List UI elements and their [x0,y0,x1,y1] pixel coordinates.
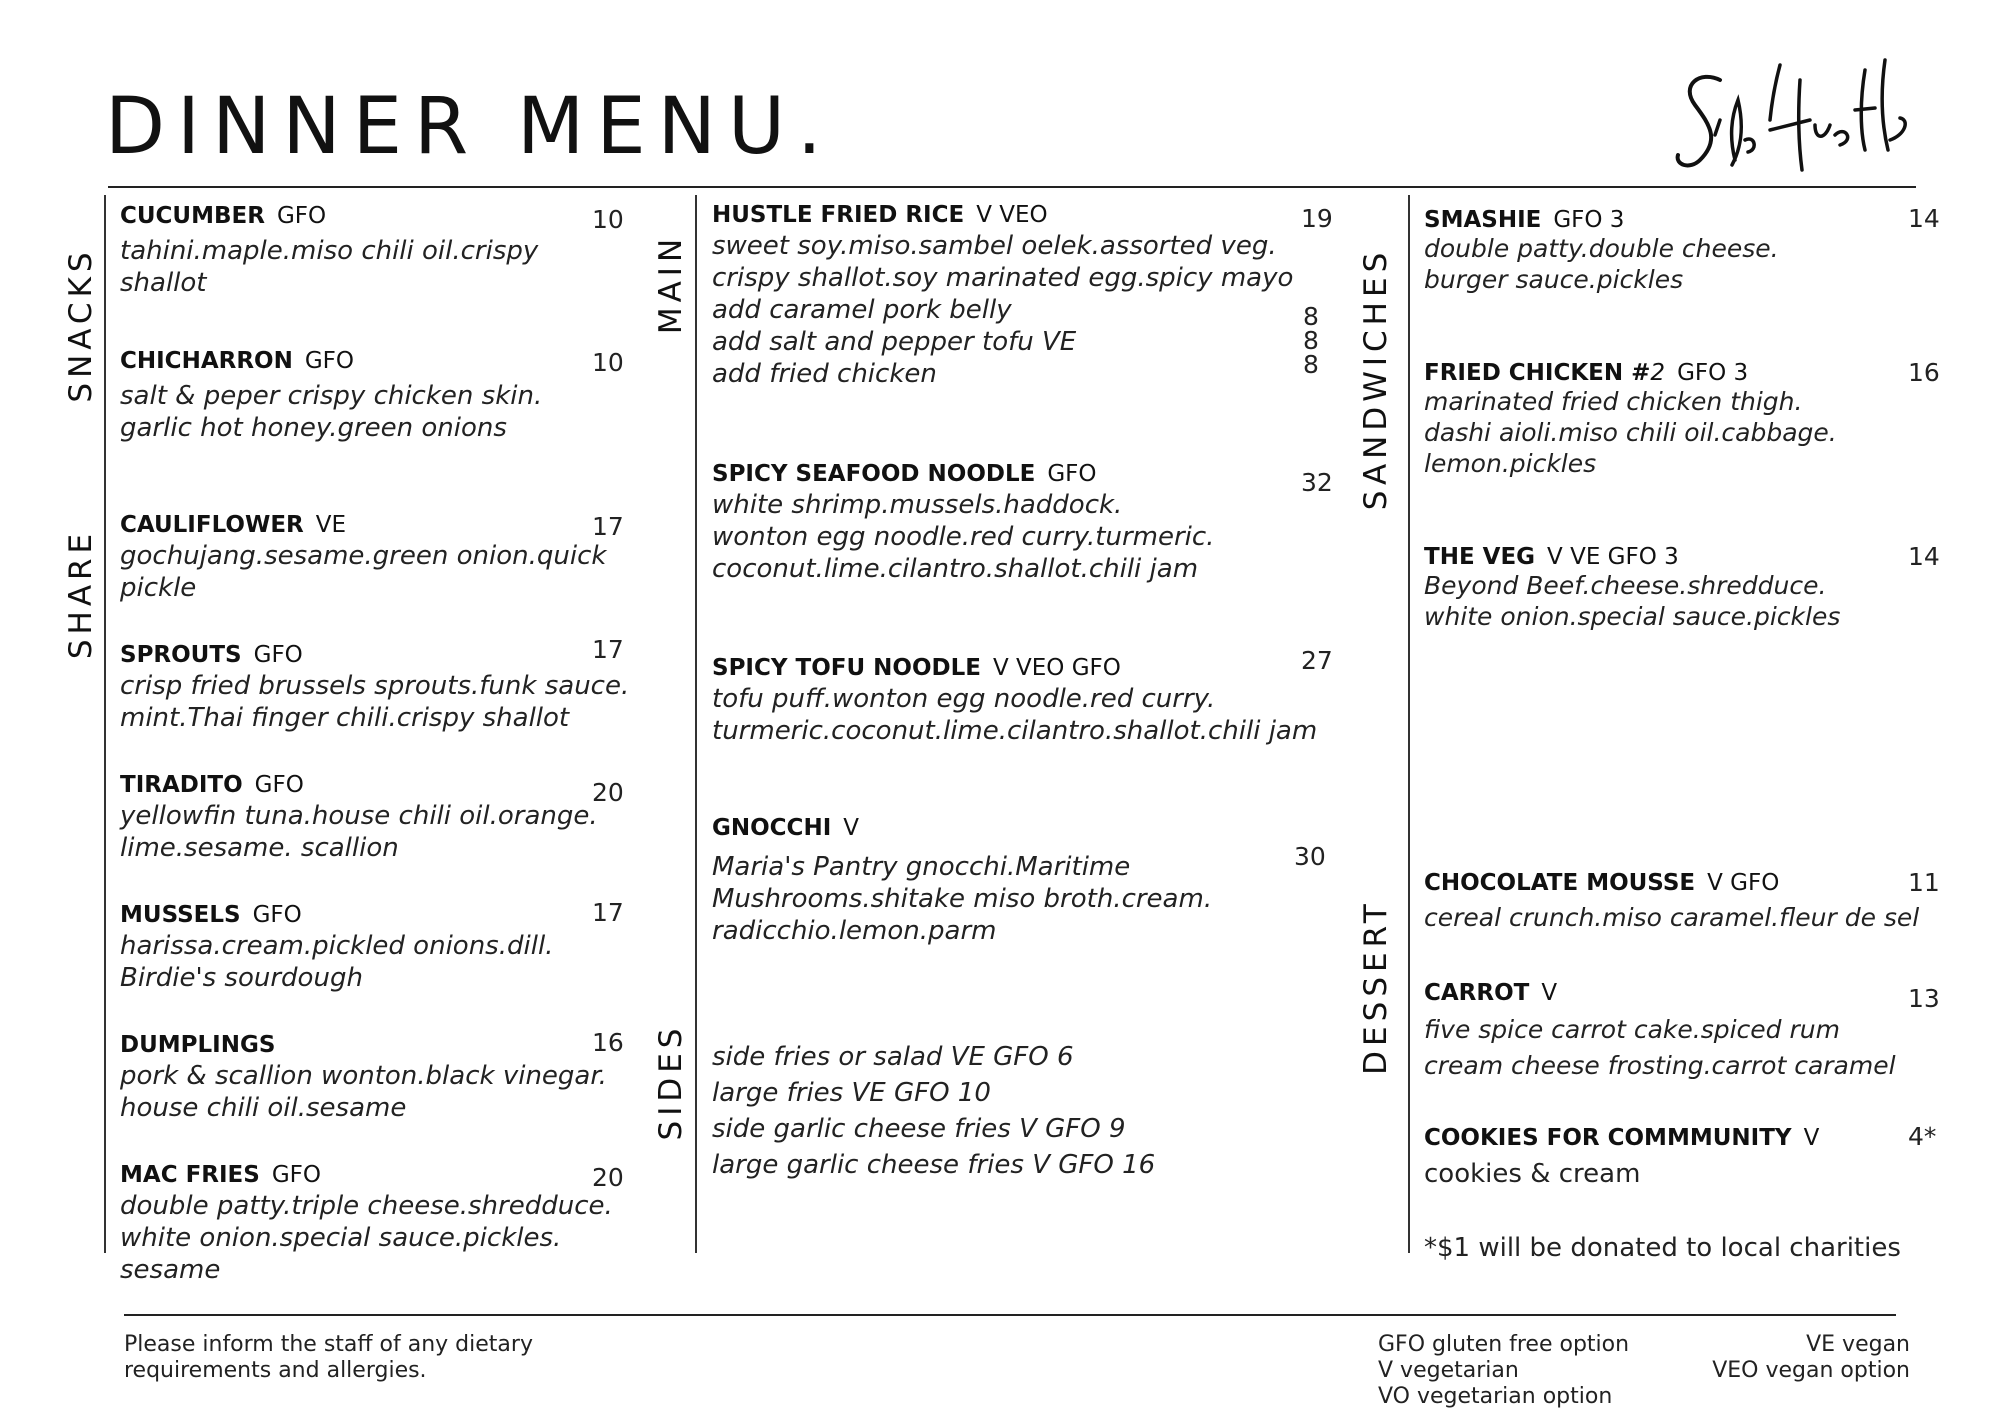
item-desc: burger sauce.pickles [1424,265,1684,294]
side-item: large garlic cheese fries V GFO 16 [712,1150,1156,1180]
menu-item [120,512,606,604]
item-tags: GFO [1047,461,1097,487]
item-name: TIRADITO [120,772,243,798]
item-name-suffix: 2 [1650,360,1666,386]
notice-line: requirements and allergies. [124,1358,427,1383]
item-name: CHOCOLATE MOUSSE [1424,870,1696,896]
item-desc: Beyond Beef.cheese.shredduce. [1424,571,1827,600]
item-tags: V [1803,1125,1820,1151]
section-label-sandwiches: SANDWICHES [1358,247,1394,511]
item-name: HUSTLE FRIED RICE [712,202,965,228]
menu-item [712,815,1212,947]
item-name: CUCUMBER [120,203,265,229]
menu-item [1424,360,1837,479]
item-price: 17 [592,512,624,541]
item-name: CAULIFLOWER [120,512,304,538]
side-item: side garlic cheese fries V GFO 9 [712,1114,1126,1144]
item-desc: white onion.special sauce.pickles. [120,1223,562,1253]
item-desc: lemon.pickles [1424,449,1597,478]
item-desc: white onion.special sauce.pickles [1424,602,1841,631]
item-desc: garlic hot honey.green onions [120,413,507,443]
item-desc: crispy shallot.soy marinated egg.spicy mayo [712,263,1294,293]
item-desc: pickle [120,573,197,603]
item-name: SPICY SEAFOOD NOODLE [712,461,1036,487]
item-tags: GFO [252,902,302,928]
item-tags: GFO 3 [1553,207,1625,233]
item-name: CHICHARRON [120,348,293,374]
item-name: MUSSELS [120,902,241,928]
item-price: 4* [1908,1122,1937,1151]
item-price: 17 [592,898,624,927]
item-desc: shallot [120,268,207,298]
item-desc: wonton egg noodle.red curry.turmeric. [712,522,1215,552]
item-desc: sweet soy.miso.sambel oelek.assorted veg. [712,231,1277,261]
item-name: SMASHIE [1424,207,1542,233]
item-desc: double patty.triple cheese.shredduce. [120,1191,613,1221]
item-price: 13 [1908,984,1940,1013]
addon-price: 8 [1303,326,1319,355]
addon-desc: add fried chicken [712,359,937,389]
item-desc: marinated fried chicken thigh. [1424,387,1803,416]
item-price: 16 [592,1028,624,1057]
section-label-snacks: SNACKS [63,247,99,403]
side-item: side fries or salad VE GFO 6 [712,1042,1074,1072]
item-desc: Maria's Pantry gnocchi.Maritime [712,852,1131,882]
item-desc: crisp fried brussels sprouts.funk sauce. [120,671,630,701]
item-name: COOKIES FOR COMMMUNITY [1424,1125,1792,1151]
item-price: 14 [1908,204,1940,233]
menu-item [1424,870,1919,934]
item-price: 14 [1908,542,1940,571]
item-price: 10 [592,205,624,234]
section-label-share: SHARE [63,528,99,660]
item-desc: sesame [120,1255,221,1285]
menu-item [120,902,553,994]
item-price: 11 [1908,868,1940,897]
item-desc: cream cheese frosting.carrot caramel [1424,1051,1896,1080]
menu-item [120,772,598,864]
item-price: 19 [1301,204,1333,233]
item-desc: house chili oil.sesame [120,1093,407,1123]
addon-price: 8 [1303,350,1319,379]
item-tags: GFO [276,203,327,229]
item-tags: V VEO [976,202,1048,228]
item-desc: white shrimp.mussels.haddock. [712,490,1123,520]
menu-item [712,655,1317,747]
legend-line: GFO gluten free option [1378,1332,1630,1357]
item-tags: V GFO [1707,870,1780,896]
item-price: 27 [1301,646,1333,675]
charity-note: *$1 will be donated to local charities [1424,1233,1901,1263]
item-tags: GFO 3 [1677,360,1749,386]
side-item: large fries VE GFO 10 [712,1078,991,1108]
item-desc: cereal crunch.miso caramel.fleur de sel [1424,903,1920,932]
menu-item [120,1162,613,1286]
item-name: SPROUTS [120,642,242,668]
item-desc: lime.sesame. scallion [120,833,399,863]
item-desc: gochujang.sesame.green onion.quick [120,541,607,571]
section-label-sides: SIDES [653,1023,689,1141]
dietary-legend-vegan [1660,1332,1910,1384]
item-desc: coconut.lime.cilantro.shallot.chili jam [712,554,1199,584]
item-desc: turmeric.coconut.lime.cilantro.shallot.chili jam [712,716,1318,746]
addon-price: 8 [1303,302,1319,331]
item-name: CARROT [1424,980,1530,1006]
header-divider [108,186,1916,188]
addon-desc: add caramel pork belly [712,295,1012,325]
item-price: 20 [592,1163,624,1192]
menu-item [120,203,538,299]
item-desc: tofu puff.wonton egg noodle.red curry. [712,684,1216,714]
addon-desc: add salt and pepper tofu VE [712,327,1077,357]
legend-line: V vegetarian [1378,1358,1519,1383]
item-tags: GFO [271,1162,321,1188]
item-price: 10 [592,348,624,377]
footer-divider [124,1314,1896,1316]
menu-item [120,1032,607,1124]
menu-item [1424,980,1896,1084]
sides-list [712,1039,1155,1183]
item-name: SPICY TOFU NOODLE [712,655,981,681]
item-tags: V [843,815,859,841]
dietary-legend [1378,1332,1629,1410]
item-desc: mint.Thai finger chili.crispy shallot [120,703,570,733]
item-tags: GFO [253,642,303,668]
menu-item [712,202,1293,390]
item-desc: harissa.cream.pickled onions.dill. [120,931,554,961]
item-tags: VE [315,512,347,538]
item-price: 20 [592,778,624,807]
notice-line: Please inform the staff of any dietary [124,1332,533,1357]
item-name: MAC FRIES [120,1162,260,1188]
item-desc: pork & scallion wonton.black vinegar. [120,1061,607,1091]
item-name: THE VEG [1424,544,1536,570]
menu-item [1424,207,1779,295]
item-tags: V VE GFO 3 [1547,544,1679,570]
item-desc: yellowfin tuna.house chili oil.orange. [120,801,598,831]
section-label-dessert: DESSERT [1358,899,1394,1075]
item-desc: dashi aioli.miso chili oil.cabbage. [1424,418,1837,447]
item-desc: cookies & cream [1424,1159,1641,1189]
section-label-main: MAIN [653,233,689,335]
item-name: DUMPLINGS [120,1032,276,1058]
item-desc: five spice carrot cake.spiced rum [1424,1015,1840,1044]
menu-item [120,642,629,734]
allergy-notice [124,1332,533,1384]
brand-logo [1660,40,1920,190]
item-tags: V VEO GFO [992,655,1121,681]
item-price: 16 [1908,358,1940,387]
legend-line: VE vegan [1806,1332,1910,1357]
menu-item [1424,544,1840,632]
menu-item [1424,1125,1819,1189]
column-3-divider [1408,195,1410,1253]
item-name: FRIED CHICKEN # [1424,360,1651,386]
item-tags: V [1541,980,1558,1006]
page-title: DINNER MENU. [105,82,834,172]
menu-item [712,461,1214,585]
item-name: GNOCCHI [712,815,832,841]
item-price: 32 [1301,468,1333,497]
legend-line: VEO vegan option [1712,1358,1910,1383]
item-desc: Birdie's sourdough [120,963,363,993]
item-desc: Mushrooms.shitake miso broth.cream. [712,884,1213,914]
item-price: 30 [1294,842,1326,871]
item-price: 17 [592,635,624,664]
item-tags: GFO [254,772,304,798]
menu-item [120,348,542,444]
item-desc: tahini.maple.miso chili oil.crispy [120,236,539,266]
item-tags: GFO [304,348,354,374]
item-desc: radicchio.lemon.parm [712,916,997,946]
legend-line: VO vegetarian option [1378,1384,1613,1409]
item-desc: salt & peper crispy chicken skin. [120,381,543,411]
item-desc: double patty.double cheese. [1424,234,1779,263]
